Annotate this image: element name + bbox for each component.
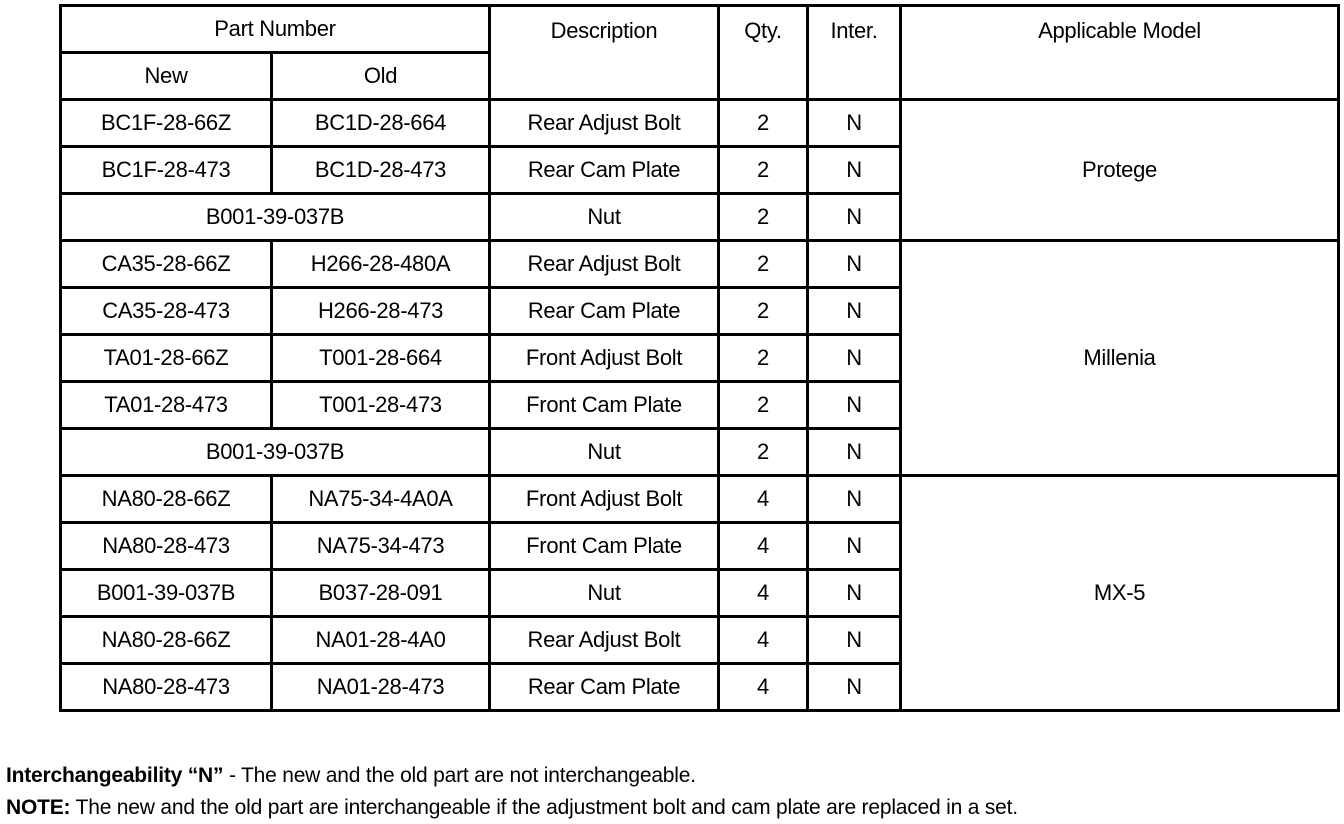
table-row (61, 476, 1339, 523)
inter-cell: N (808, 476, 901, 523)
new-part-cell: NA80-28-66Z (61, 617, 272, 664)
table-header (61, 6, 1339, 100)
applicable-model-cell: MX-5 (901, 476, 1339, 711)
old-part-cell: NA01-28-4A0 (272, 617, 490, 664)
description-cell: Rear Cam Plate (490, 288, 719, 335)
inter-cell: N (808, 617, 901, 664)
notes (6, 760, 1336, 824)
new-part-cell: BC1F-28-66Z (61, 100, 272, 147)
inter-cell: N (808, 335, 901, 382)
applicable-model-cell: Protege (901, 100, 1339, 241)
old-part-cell: NA01-28-473 (272, 664, 490, 711)
qty-cell: 4 (719, 523, 808, 570)
note-text: The new and the old part are interchangeable if the adjustment bolt and cam plate are replaced in a set. (70, 796, 1018, 819)
old-part-cell: H266-28-480A (272, 241, 490, 288)
description-cell: Rear Cam Plate (490, 147, 719, 194)
old-part-cell: BC1D-28-664 (272, 100, 490, 147)
description-cell: Rear Adjust Bolt (490, 241, 719, 288)
new-part-cell: NA80-28-473 (61, 664, 272, 711)
qty-cell: 4 (719, 664, 808, 711)
new-part-cell: B001-39-037B (61, 570, 272, 617)
note-label: NOTE: (6, 796, 71, 819)
table-row (61, 241, 1339, 288)
description-cell: Nut (490, 570, 719, 617)
new-part-cell: TA01-28-66Z (61, 335, 272, 382)
description-cell: Rear Adjust Bolt (490, 100, 719, 147)
header-inter: Inter. (808, 6, 901, 100)
qty-cell: 2 (719, 429, 808, 476)
new-part-cell: CA35-28-473 (61, 288, 272, 335)
old-part-cell: NA75-34-4A0A (272, 476, 490, 523)
inter-cell: N (808, 382, 901, 429)
inter-cell: N (808, 429, 901, 476)
table-body (61, 100, 1339, 711)
inter-cell: N (808, 100, 901, 147)
qty-cell: 4 (719, 570, 808, 617)
description-cell: Nut (490, 194, 719, 241)
qty-cell: 2 (719, 147, 808, 194)
header-row-top (61, 6, 1339, 53)
inter-cell: N (808, 241, 901, 288)
description-cell: Rear Cam Plate (490, 664, 719, 711)
qty-cell: 2 (719, 382, 808, 429)
qty-cell: 2 (719, 100, 808, 147)
header-old: Old (272, 53, 490, 100)
qty-cell: 2 (719, 335, 808, 382)
old-part-cell: BC1D-28-473 (272, 147, 490, 194)
old-part-cell: B037-28-091 (272, 570, 490, 617)
description-cell: Front Cam Plate (490, 382, 719, 429)
interchangeability-note (6, 760, 1336, 792)
new-part-cell: NA80-28-473 (61, 523, 272, 570)
inter-cell: N (808, 194, 901, 241)
new-part-cell: CA35-28-66Z (61, 241, 272, 288)
header-part-number: Part Number (61, 6, 490, 53)
old-part-cell: T001-28-664 (272, 335, 490, 382)
inter-cell: N (808, 523, 901, 570)
applicable-model-cell: Millenia (901, 241, 1339, 476)
header-description: Description (490, 6, 719, 100)
qty-cell: 4 (719, 476, 808, 523)
description-cell: Rear Adjust Bolt (490, 617, 719, 664)
header-new: New (61, 53, 272, 100)
inter-cell: N (808, 664, 901, 711)
qty-cell: 2 (719, 288, 808, 335)
part-number-cell: B001-39-037B (61, 429, 490, 476)
description-cell: Nut (490, 429, 719, 476)
qty-cell: 2 (719, 194, 808, 241)
inter-cell: N (808, 147, 901, 194)
qty-cell: 4 (719, 617, 808, 664)
set-replacement-note (6, 792, 1336, 824)
old-part-cell: T001-28-473 (272, 382, 490, 429)
description-cell: Front Cam Plate (490, 523, 719, 570)
interchangeability-text: - The new and the old part are not interchangeable. (223, 764, 696, 787)
part-number-cell: B001-39-037B (61, 194, 490, 241)
header-qty: Qty. (719, 6, 808, 100)
interchangeability-label: Interchangeability “N” (6, 764, 224, 787)
new-part-cell: BC1F-28-473 (61, 147, 272, 194)
old-part-cell: H266-28-473 (272, 288, 490, 335)
parts-table (59, 4, 1340, 712)
header-applicable-model: Applicable Model (901, 6, 1339, 100)
inter-cell: N (808, 288, 901, 335)
description-cell: Front Adjust Bolt (490, 476, 719, 523)
qty-cell: 2 (719, 241, 808, 288)
old-part-cell: NA75-34-473 (272, 523, 490, 570)
new-part-cell: TA01-28-473 (61, 382, 272, 429)
new-part-cell: NA80-28-66Z (61, 476, 272, 523)
table-row (61, 100, 1339, 147)
description-cell: Front Adjust Bolt (490, 335, 719, 382)
inter-cell: N (808, 570, 901, 617)
